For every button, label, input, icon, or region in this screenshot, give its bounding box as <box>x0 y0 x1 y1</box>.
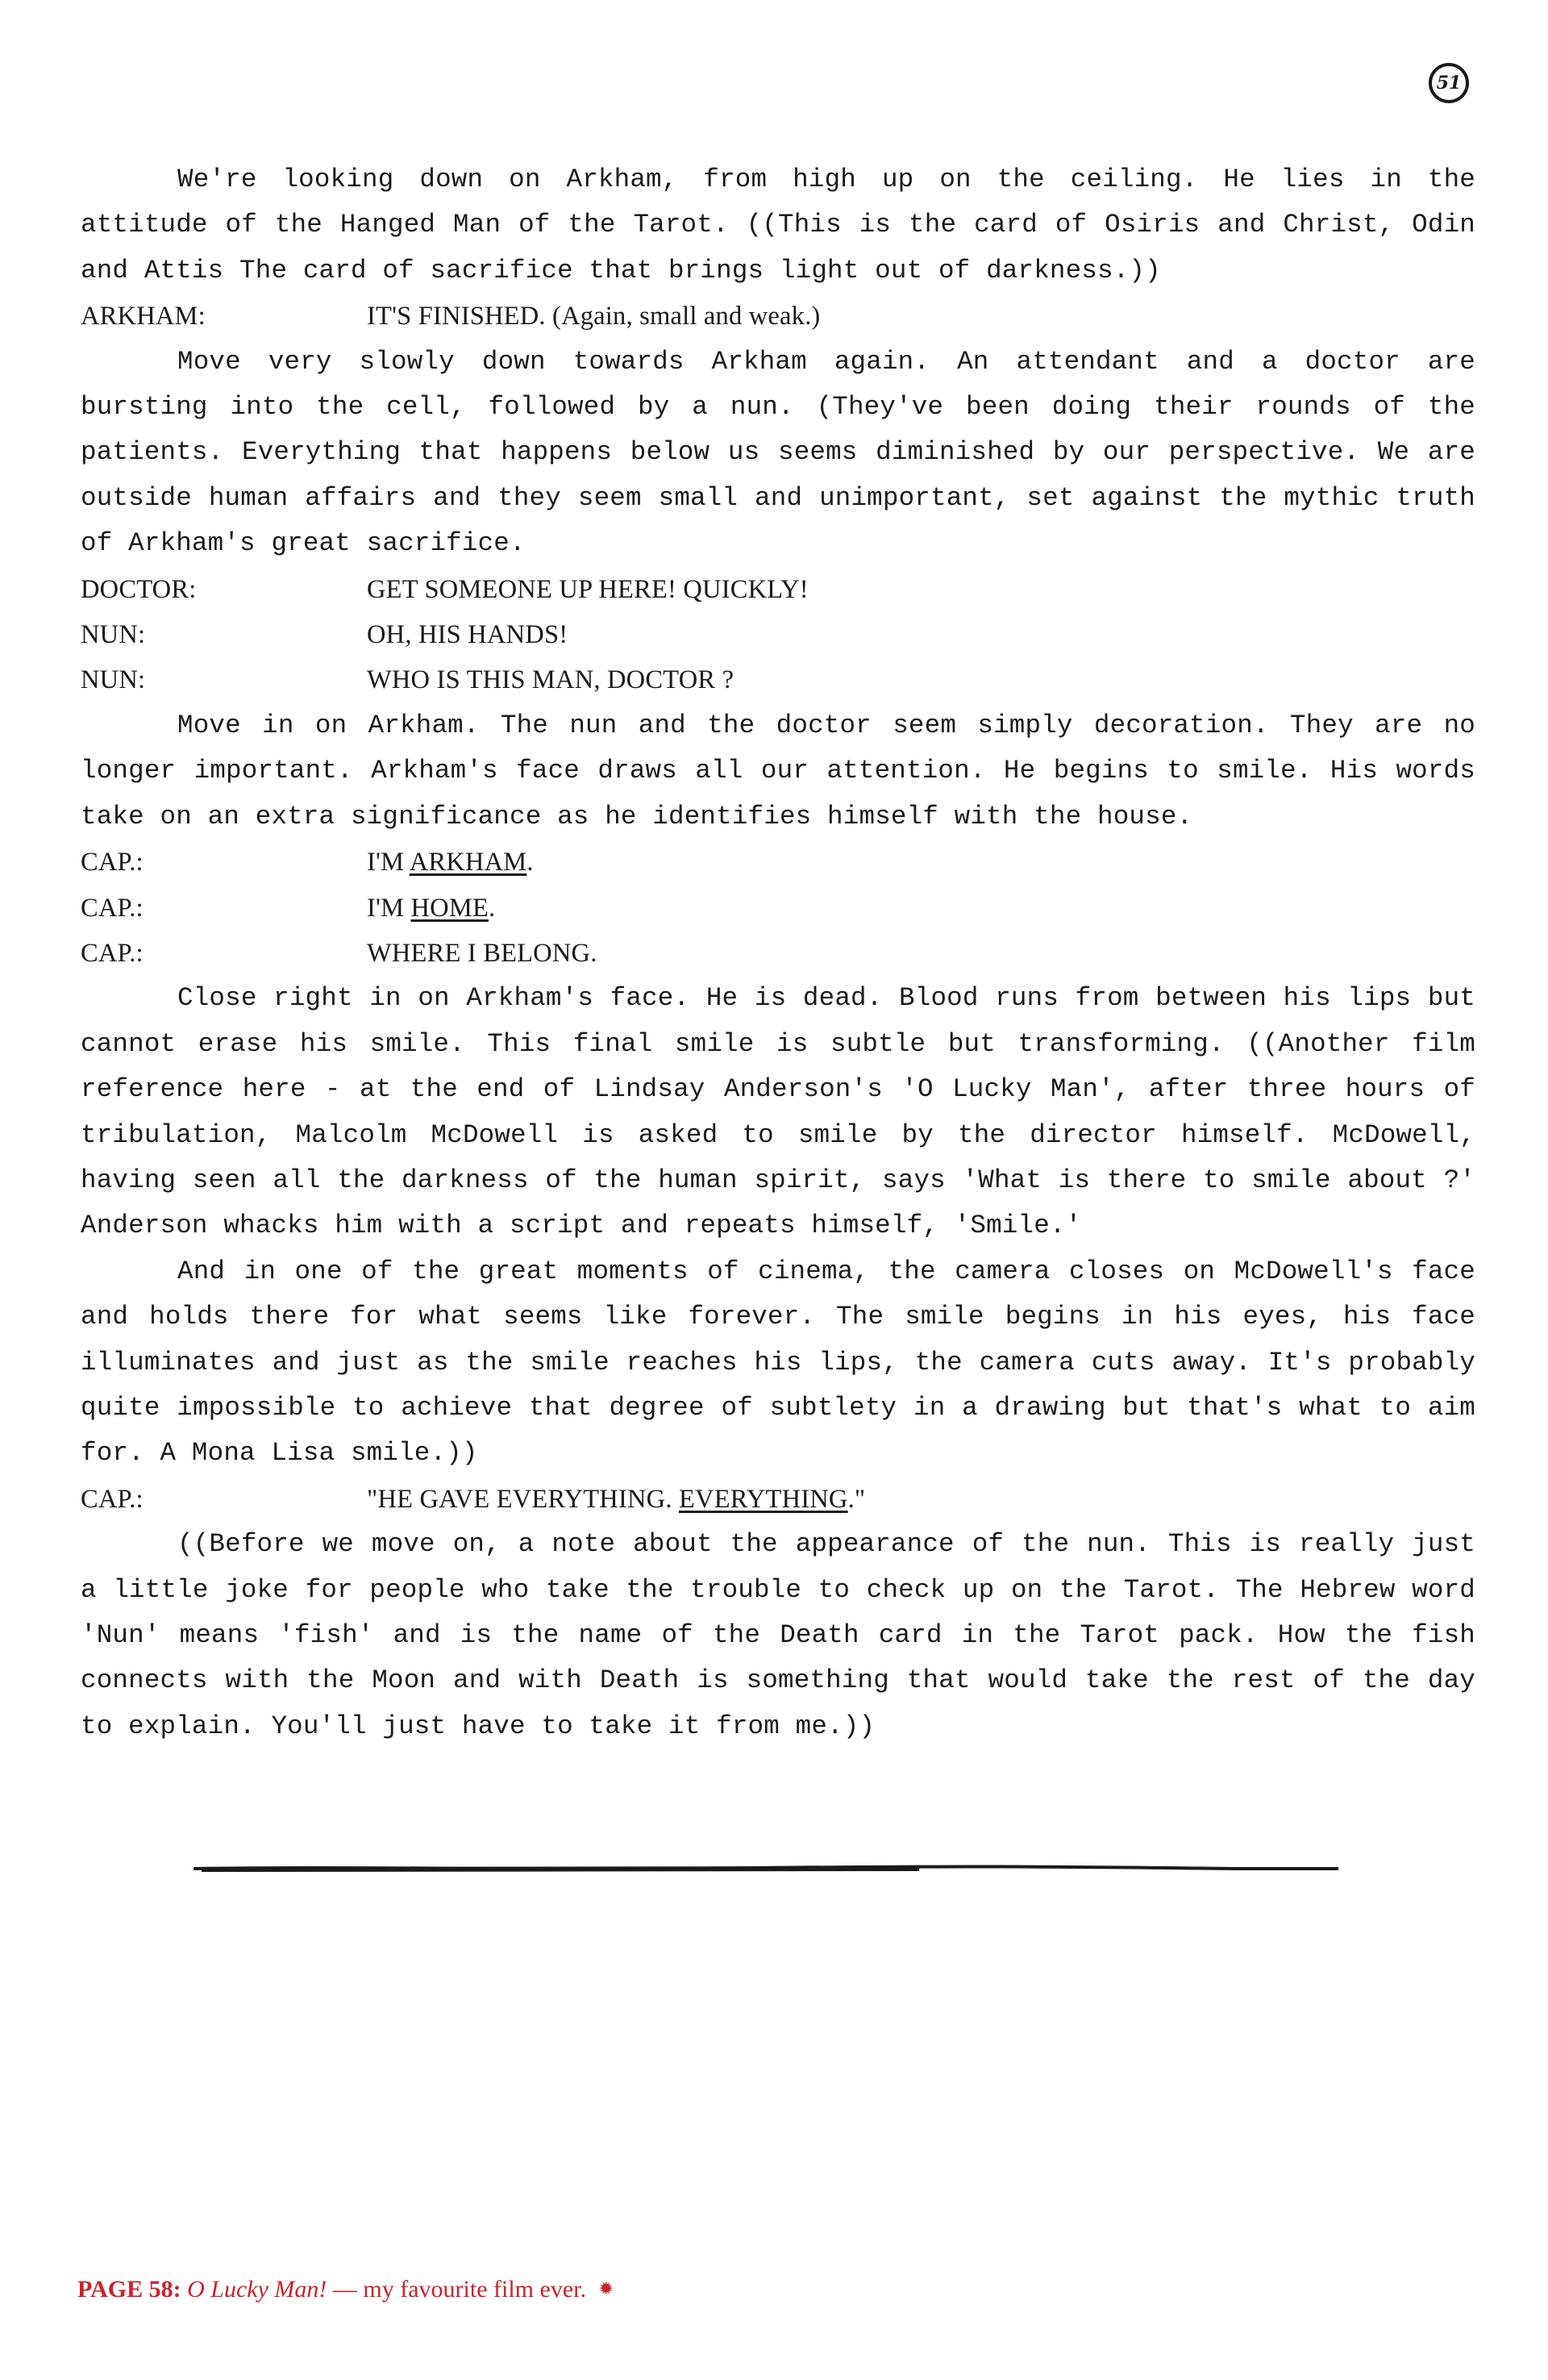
footer-label: PAGE 58: <box>77 2276 181 2303</box>
dialogue-line <box>367 886 495 931</box>
footer-caption: — my favourite film ever. <box>332 2276 586 2303</box>
paragraph-4: Close right in on Arkham's face. He is dead. Blood runs from between his lips but cannot erase his smile. This final smile is subtle but transforming. ((Another film reference here - at the end of Lindsay Anderson's 'O Lucky Man', after three hours of tribulation, Malcolm McDowell is asked to smile by the director himself. McDowell, having seen all the darkness of the human spirit, says 'What is there to smile about ?' Anderson whacks him with a script and repeats himself, 'Smile.' <box>81 983 1475 1241</box>
dialogue-nun-2 <box>81 657 1475 702</box>
footer-film-title: O Lucky Man! <box>187 2276 327 2303</box>
dialogue-cap-1 <box>81 840 1475 885</box>
speaker: CAP.: <box>81 1484 144 1514</box>
speaker: CAP.: <box>81 893 144 923</box>
page-number-badge <box>1429 63 1469 103</box>
line-prefix: "HE GAVE EVERYTHING. <box>367 1484 679 1514</box>
speaker: ARKHAM: <box>81 302 206 331</box>
underlined-word: HOME <box>410 893 489 923</box>
dialogue-nun-1 <box>81 612 1475 657</box>
dialogue-line: IT'S FINISHED. (Again, small and weak.) <box>367 302 821 331</box>
underlined-word: EVERYTHING <box>678 1484 848 1514</box>
star-icon: ✹ <box>598 2278 614 2299</box>
line-suffix: . <box>526 848 534 877</box>
dialogue-line: WHERE I BELONG. <box>367 938 597 968</box>
dialogue-cap-4 <box>81 1477 1475 1522</box>
dialogue-line <box>367 840 534 885</box>
paragraph-5: And in one of the great moments of cinema, the camera closes on McDowell's face and holds there for what seems like forever. The smile begins in his eyes, his face illuminates and just as the smile reaches his lips, the camera cuts away. It's probably quite impossible to achieve that degree of subtlety in a drawing but that's what to aim for. A Mona Lisa smile.)) <box>81 1256 1475 1469</box>
speaker: CAP.: <box>81 848 144 877</box>
dialogue-line: OH, HIS HANDS! <box>367 620 568 650</box>
underlined-word: ARKHAM <box>409 848 527 877</box>
page-number: 51 <box>1436 73 1462 94</box>
line-suffix: . <box>489 893 496 923</box>
paragraph-1: We're looking down on Arkham, from high up on the ceiling. He lies in the attitude of the Hanged Man of the Tarot. ((This is the card of Osiris and Christ, Odin and Attis The card of sacrifice that brings light out of darkness.)) <box>81 165 1475 286</box>
dialogue-line: WHO IS THIS MAN, DOCTOR ? <box>367 665 734 695</box>
dialogue-line <box>367 1477 865 1522</box>
dialogue-line: GET SOMEONE UP HERE! QUICKLY! <box>367 574 809 604</box>
dialogue-doctor <box>81 567 1475 612</box>
paragraph-2: Move very slowly down towards Arkham again. An attendant and a doctor are bursting into the cell, followed by a nun. (They've been doing their rounds of the patients. Everything that happens below us seems diminished by our perspective. We are outside human affairs and they seem small and unimportant, set against the mythic truth of Arkham's great sacrifice. <box>81 346 1475 559</box>
line-prefix: I'M <box>367 893 411 923</box>
script-text <box>81 157 1475 1749</box>
paragraph-6: ((Before we move on, a note about the appearance of the nun. This is really just a little joke for people who take the trouble to check up on the Tarot. The Hebrew word 'Nun' means 'fish' and is the name of the Death card in the Tarot pack. How the fish connects with the Moon and with Death is something that would take the rest of the day to explain. You'll just have to take it from me.)) <box>81 1529 1475 1741</box>
page-footer <box>77 2276 614 2303</box>
speaker: CAP.: <box>81 938 144 968</box>
speaker: DOCTOR: <box>81 574 197 604</box>
dialogue-cap-2 <box>81 886 1475 931</box>
speaker: NUN: <box>81 665 146 695</box>
speaker: NUN: <box>81 620 146 650</box>
dialogue-cap-3 <box>81 931 1475 976</box>
line-prefix: I'M <box>367 848 410 877</box>
line-suffix: ." <box>847 1484 866 1514</box>
paragraph-3: Move in on Arkham. The nun and the doctor seem simply decoration. They are no longer important. Arkham's face draws all our attention. He begins to smile. His words take on an extra significance as he identifies himself with the house. <box>81 710 1475 832</box>
dialogue-arkham <box>81 294 1475 339</box>
end-rule <box>194 1864 1338 1874</box>
